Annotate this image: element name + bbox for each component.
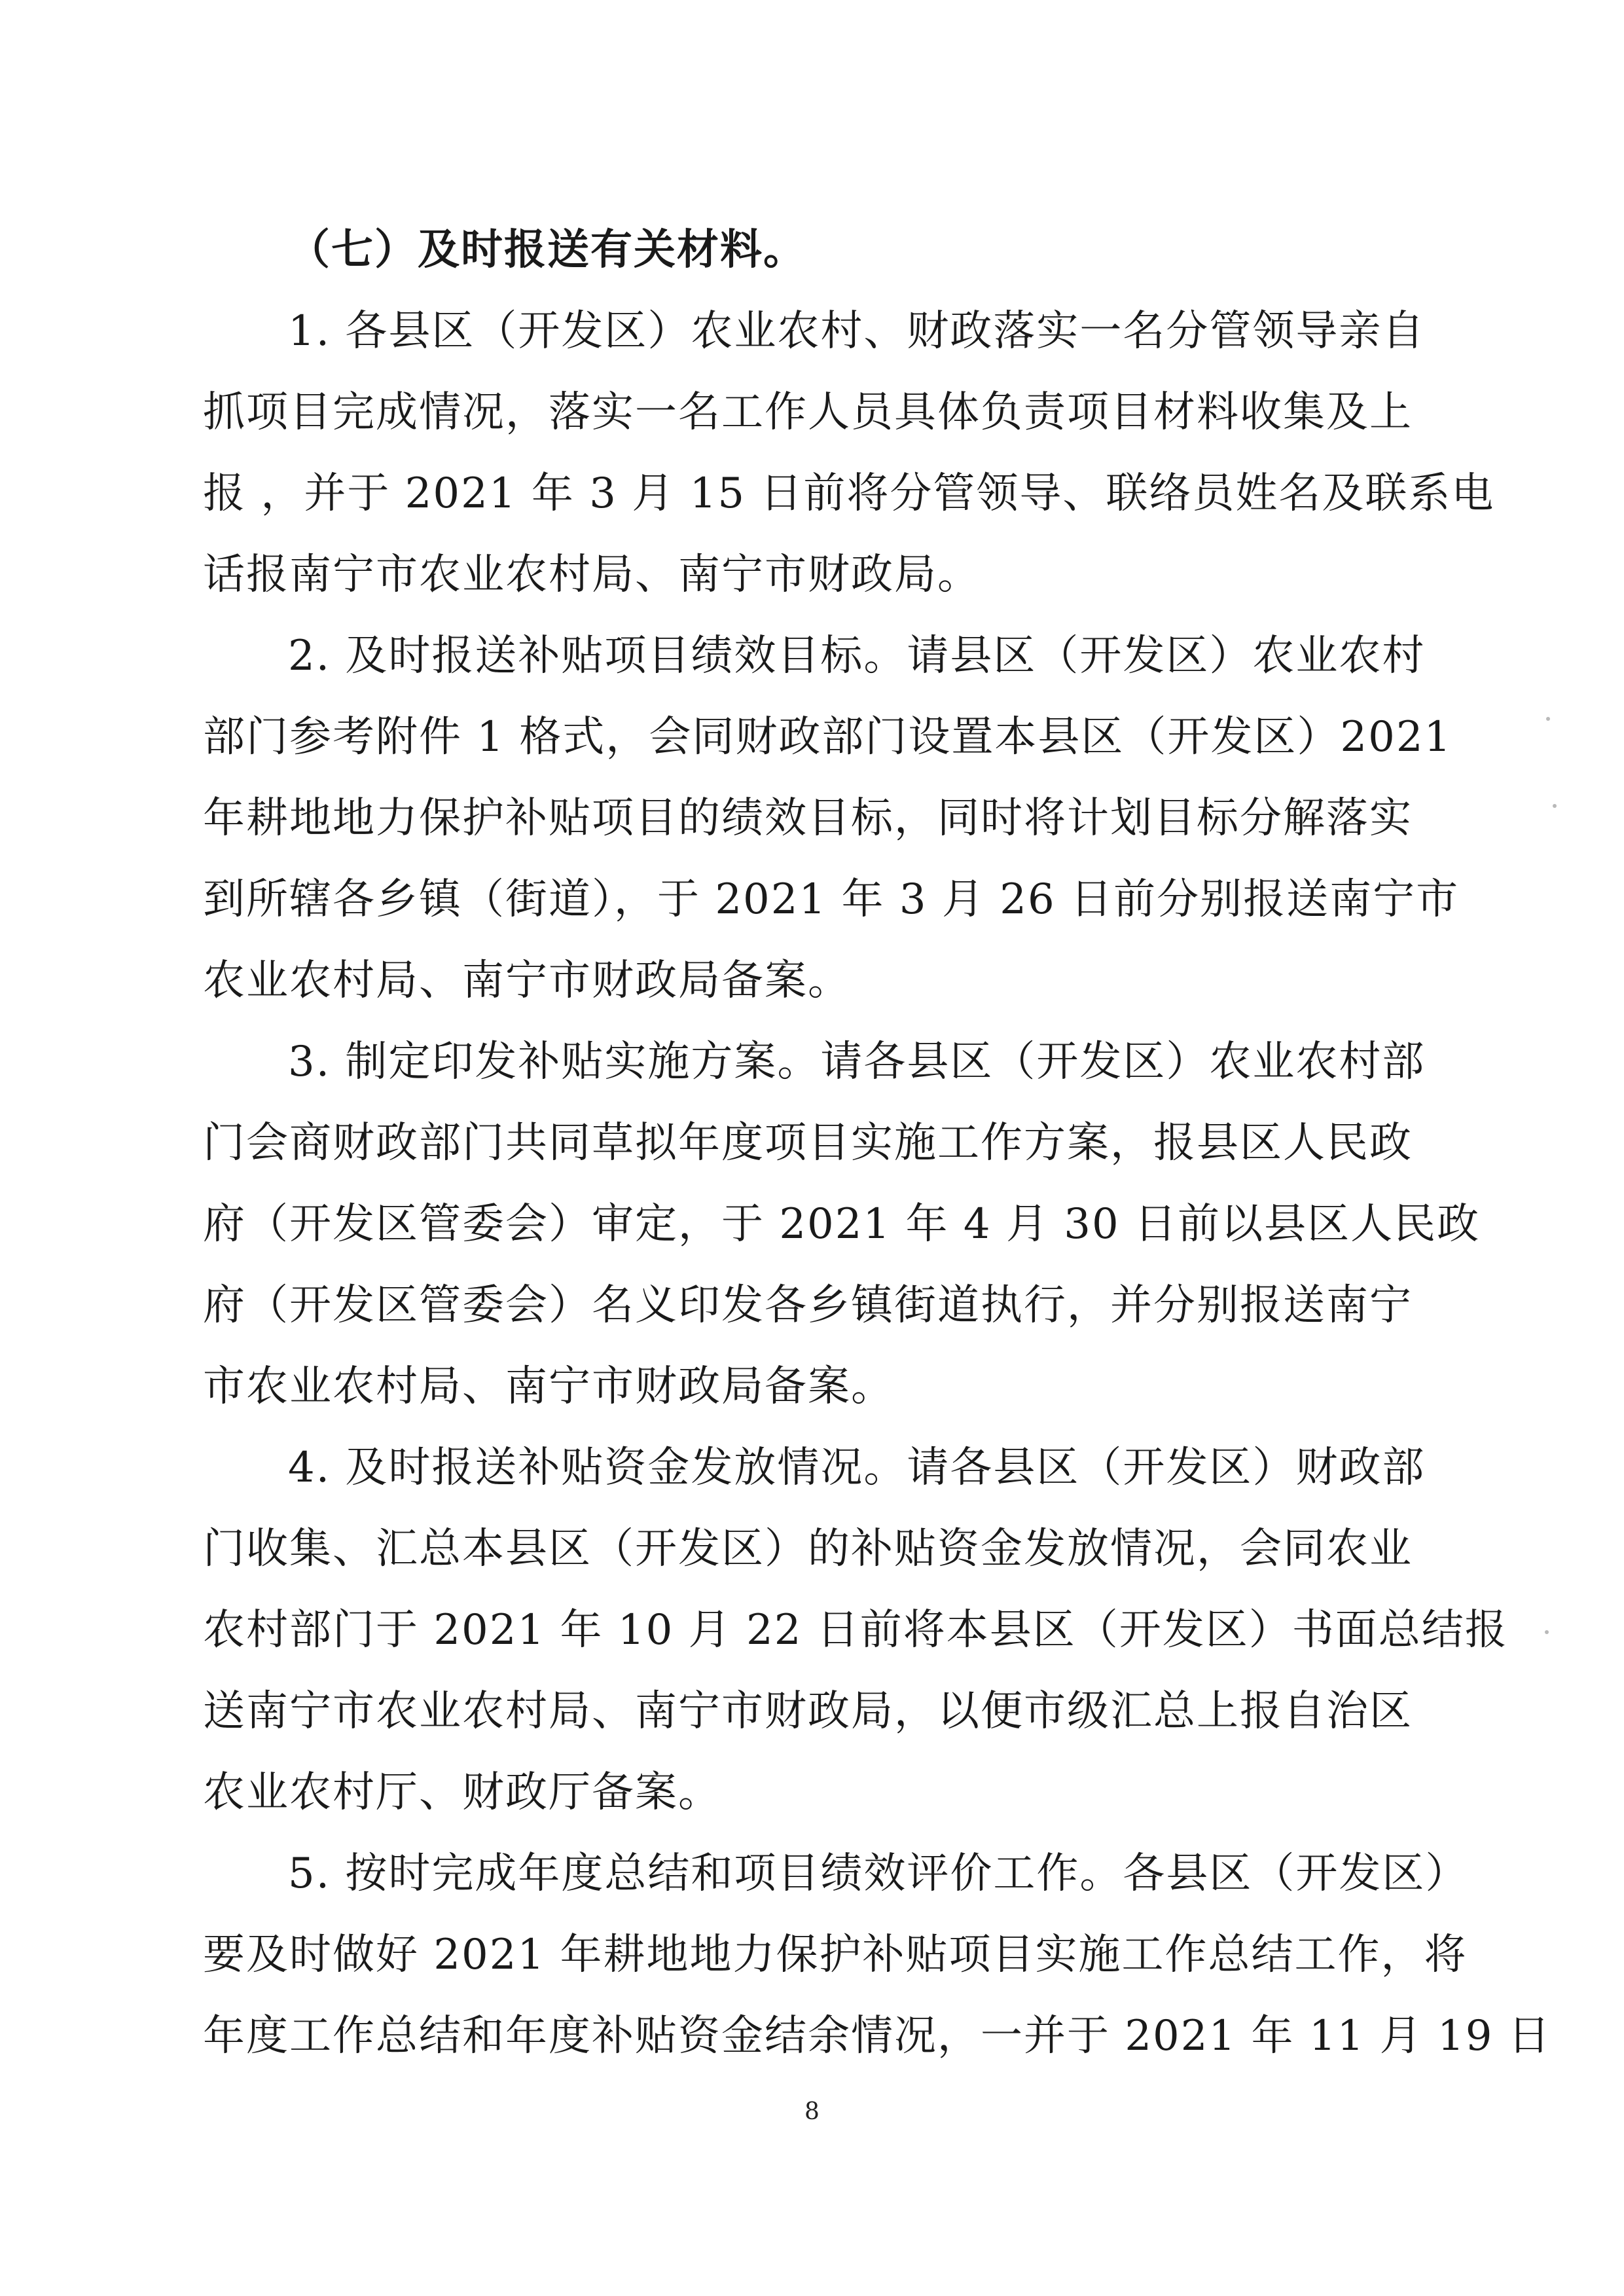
section-heading: （七）及时报送有关材料。 bbox=[288, 225, 806, 274]
paragraph-4 bbox=[203, 1427, 1508, 1833]
paragraph-line: 门收集、汇总本县区（开发区）的补贴资金发放情况，会同农业 bbox=[203, 1525, 1413, 1573]
paragraph-2 bbox=[203, 615, 1460, 1021]
paragraph-line: 部门参考附件 1 格式，会同财政部门设置本县区（开发区）2021 bbox=[203, 713, 1453, 761]
paragraph-1 bbox=[203, 291, 1495, 615]
paragraph-line: 3. 制定印发补贴实施方案。请各县区（开发区）农业农村部 bbox=[288, 1038, 1426, 1086]
paragraph-line: 抓项目完成情况，落实一名工作人员具体负责项目材料收集及上 bbox=[203, 388, 1413, 437]
page-number: 8 bbox=[804, 2098, 820, 2125]
paragraph-line: 年度工作总结和年度补贴资金结余情况，一并于 2021 年 11 月 19 日 bbox=[203, 2012, 1551, 2060]
document-body bbox=[203, 210, 1551, 2077]
paragraph-line: 话报南宁市农业农村局、南宁市财政局。 bbox=[203, 551, 981, 599]
paragraph-line: 市农业农村局、南宁市财政局备案。 bbox=[203, 1362, 894, 1411]
paragraph-line: 2. 及时报送补贴项目绩效目标。请县区（开发区）农业农村 bbox=[288, 632, 1426, 680]
paragraph-3 bbox=[203, 1021, 1481, 1427]
paragraph-line: 府（开发区管委会）名义印发各乡镇街道执行，并分别报送南宁 bbox=[203, 1281, 1413, 1330]
paragraph-line: 农村部门于 2021 年 10 月 22 日前将本县区（开发区）书面总结报 bbox=[203, 1606, 1508, 1654]
paragraph-line: 5. 按时完成年度总结和项目绩效评价工作。各县区（开发区） bbox=[288, 1850, 1469, 1898]
paragraph-line: 府（开发区管委会）审定，于 2021 年 4 月 30 日前以县区人民政 bbox=[203, 1200, 1481, 1248]
paragraph-line: 要及时做好 2021 年耕地地力保护补贴项目实施工作总结工作，将 bbox=[203, 1931, 1468, 1979]
paragraph-line: 4. 及时报送补贴资金发放情况。请各县区（开发区）财政部 bbox=[288, 1444, 1426, 1492]
paragraph-line: 农业农村局、南宁市财政局备案。 bbox=[203, 957, 851, 1005]
paragraph-line: 门会商财政部门共同草拟年度项目实施工作方案，报县区人民政 bbox=[203, 1119, 1413, 1167]
paragraph-line: 报 ，并于 2021 年 3 月 15 日前将分管领导、联络员姓名及联系电 bbox=[203, 469, 1495, 518]
scan-speck bbox=[1546, 717, 1550, 721]
paragraph-5 bbox=[203, 1833, 1551, 2077]
paragraph-line: 农业农村厅、财政厅备案。 bbox=[203, 1768, 721, 1817]
paragraph-line: 到所辖各乡镇（街道），于 2021 年 3 月 26 日前分别报送南宁市 bbox=[203, 875, 1460, 924]
scan-speck bbox=[1553, 804, 1557, 808]
paragraph-line: 送南宁市农业农村局、南宁市财政局，以便市级汇总上报自治区 bbox=[203, 1687, 1413, 1736]
scan-speck bbox=[1545, 1630, 1549, 1634]
paragraph-line: 年耕地地力保护补贴项目的绩效目标，同时将计划目标分解落实 bbox=[203, 794, 1413, 843]
paragraph-line: 1. 各县区（开发区）农业农村、财政落实一名分管领导亲自 bbox=[288, 307, 1426, 355]
